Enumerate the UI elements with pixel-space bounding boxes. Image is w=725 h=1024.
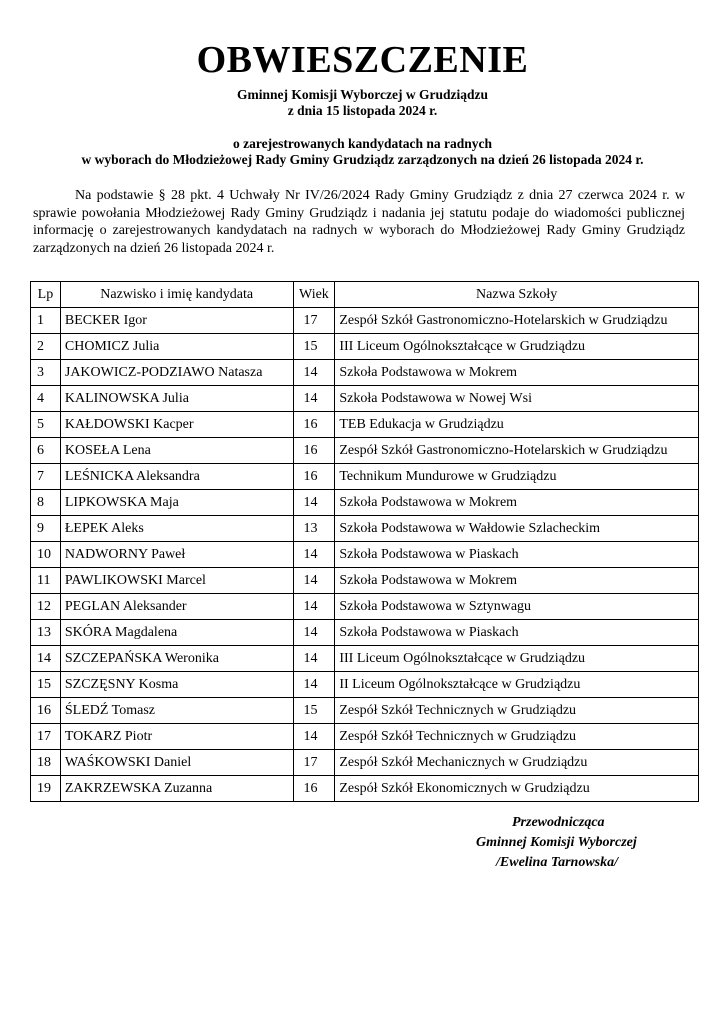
candidate-name: SKÓRA Magdalena [60, 620, 293, 646]
candidate-name: PEGLAN Aleksander [60, 594, 293, 620]
school-name: Szkoła Podstawowa w Nowej Wsi [335, 386, 699, 412]
school-name: Zespół Szkół Technicznych w Grudziądzu [335, 698, 699, 724]
signature-org: Gminnej Komisji Wyborczej [476, 835, 637, 850]
candidate-age: 16 [293, 776, 335, 802]
row-number: 4 [31, 386, 61, 412]
table-row [31, 750, 699, 776]
row-number: 11 [31, 568, 61, 594]
table-row [31, 594, 699, 620]
signature-person: /Ewelina Tarnowska/ [496, 855, 619, 870]
table-row [31, 620, 699, 646]
row-number: 8 [31, 490, 61, 516]
candidate-age: 16 [293, 438, 335, 464]
school-name: Szkoła Podstawowa w Piaskach [335, 542, 699, 568]
candidate-name: SZCZĘSNY Kosma [60, 672, 293, 698]
table-row [31, 490, 699, 516]
row-number: 1 [31, 308, 61, 334]
row-number: 7 [31, 464, 61, 490]
row-number: 14 [31, 646, 61, 672]
row-number: 5 [31, 412, 61, 438]
candidate-name: CHOMICZ Julia [60, 334, 293, 360]
row-number: 12 [31, 594, 61, 620]
candidate-name: BECKER Igor [60, 308, 293, 334]
table-row [31, 464, 699, 490]
candidate-name: LEŚNICKA Aleksandra [60, 464, 293, 490]
table-row [31, 334, 699, 360]
intro-paragraph: Na podstawie § 28 pkt. 4 Uchwały Nr IV/26/2024 Rady Gminy Grudziądz z dnia 27 czerwca 2024 r. w sprawie powołania Młodzieżowej Rady Gminy Grudziądz i nadania jej statutu podaje do wiadomości publicznej informację o zarejestrowanych kandydatach na radnych w wyborach do Młodzieżowej Rady Gminy Grudziądz zarządzonych na dzień 26 listopada 2024 r. [33, 188, 685, 256]
candidate-name: KOSEŁA Lena [60, 438, 293, 464]
table-row [31, 646, 699, 672]
row-number: 13 [31, 620, 61, 646]
candidate-name: ŚLEDŹ Tomasz [60, 698, 293, 724]
table-row [31, 542, 699, 568]
row-number: 15 [31, 672, 61, 698]
school-name: Zespół Szkół Ekonomicznych w Grudziądzu [335, 776, 699, 802]
candidate-name: WAŚKOWSKI Daniel [60, 750, 293, 776]
school-name: Szkoła Podstawowa w Piaskach [335, 620, 699, 646]
header-school-name: Nazwa Szkoły [335, 282, 699, 308]
school-name: II Liceum Ogólnokształcące w Grudziądzu [335, 672, 699, 698]
header-age: Wiek [293, 282, 335, 308]
candidate-age: 14 [293, 724, 335, 750]
candidates-table [30, 281, 699, 802]
row-number: 10 [31, 542, 61, 568]
row-number: 6 [31, 438, 61, 464]
school-name: Technikum Mundurowe w Grudziądzu [335, 464, 699, 490]
candidate-age: 14 [293, 620, 335, 646]
candidate-name: PAWLIKOWSKI Marcel [60, 568, 293, 594]
candidate-name: SZCZEPAŃSKA Weronika [60, 646, 293, 672]
school-name: TEB Edukacja w Grudziądzu [335, 412, 699, 438]
subject-line-1: o zarejestrowanych kandydatach na radnych [232, 136, 493, 151]
subject-line-2: w wyborach do Młodzieżowej Rady Gminy Grudziądz zarządzonych na dzień 26 listopada 2024 r. [81, 152, 644, 167]
table-row [31, 412, 699, 438]
candidate-age: 14 [293, 360, 335, 386]
announcement-date: z dnia 15 listopada 2024 r. [287, 103, 438, 118]
candidate-age: 15 [293, 698, 335, 724]
table-row [31, 360, 699, 386]
row-number: 17 [31, 724, 61, 750]
candidate-age: 14 [293, 646, 335, 672]
candidate-age: 14 [293, 568, 335, 594]
candidate-age: 14 [293, 542, 335, 568]
table-row [31, 672, 699, 698]
candidate-name: LIPKOWSKA Maja [60, 490, 293, 516]
candidate-age: 13 [293, 516, 335, 542]
school-name: Szkoła Podstawowa w Sztynwagu [335, 594, 699, 620]
school-name: Zespół Szkół Technicznych w Grudziądzu [335, 724, 699, 750]
candidate-age: 14 [293, 490, 335, 516]
row-number: 2 [31, 334, 61, 360]
table-header-row [31, 282, 699, 308]
candidate-age: 16 [293, 464, 335, 490]
school-name: Szkoła Podstawowa w Mokrem [335, 360, 699, 386]
header-lp: Lp [31, 282, 61, 308]
committee-name: Gminnej Komisji Wyborczej w Grudziądzu [237, 87, 488, 102]
table-row [31, 698, 699, 724]
candidate-age: 17 [293, 308, 335, 334]
row-number: 19 [31, 776, 61, 802]
row-number: 9 [31, 516, 61, 542]
candidate-age: 17 [293, 750, 335, 776]
school-name: Szkoła Podstawowa w Mokrem [335, 568, 699, 594]
candidate-name: KAŁDOWSKI Kacper [60, 412, 293, 438]
school-name: Zespół Szkół Mechanicznych w Grudziądzu [335, 750, 699, 776]
candidate-name: KALINOWSKA Julia [60, 386, 293, 412]
candidate-name: TOKARZ Piotr [60, 724, 293, 750]
candidate-age: 14 [293, 386, 335, 412]
table-row [31, 724, 699, 750]
page-title: OBWIESZCZENIE [196, 39, 529, 81]
candidate-age: 16 [293, 412, 335, 438]
school-name: Zespół Szkół Gastronomiczno-Hotelarskich w Grudziądzu [335, 308, 699, 334]
school-name: Szkoła Podstawowa w Wałdowie Szlacheckim [335, 516, 699, 542]
signature-role: Przewodnicząca [512, 815, 605, 830]
candidate-age: 14 [293, 594, 335, 620]
header-candidate-name: Nazwisko i imię kandydata [60, 282, 293, 308]
table-row [31, 776, 699, 802]
candidate-age: 15 [293, 334, 335, 360]
table-row [31, 568, 699, 594]
row-number: 16 [31, 698, 61, 724]
row-number: 18 [31, 750, 61, 776]
school-name: III Liceum Ogólnokształcące w Grudziądzu [335, 646, 699, 672]
candidate-name: ŁEPEK Aleks [60, 516, 293, 542]
table-row [31, 308, 699, 334]
school-name: Zespół Szkół Gastronomiczno-Hotelarskich w Grudziądzu [335, 438, 699, 464]
school-name: III Liceum Ogólnokształcące w Grudziądzu [335, 334, 699, 360]
row-number: 3 [31, 360, 61, 386]
school-name: Szkoła Podstawowa w Mokrem [335, 490, 699, 516]
candidate-name: ZAKRZEWSKA Zuzanna [60, 776, 293, 802]
candidate-name: JAKOWICZ-PODZIAWO Natasza [60, 360, 293, 386]
candidate-age: 14 [293, 672, 335, 698]
table-row [31, 516, 699, 542]
table-row [31, 386, 699, 412]
candidate-name: NADWORNY Paweł [60, 542, 293, 568]
table-row [31, 438, 699, 464]
